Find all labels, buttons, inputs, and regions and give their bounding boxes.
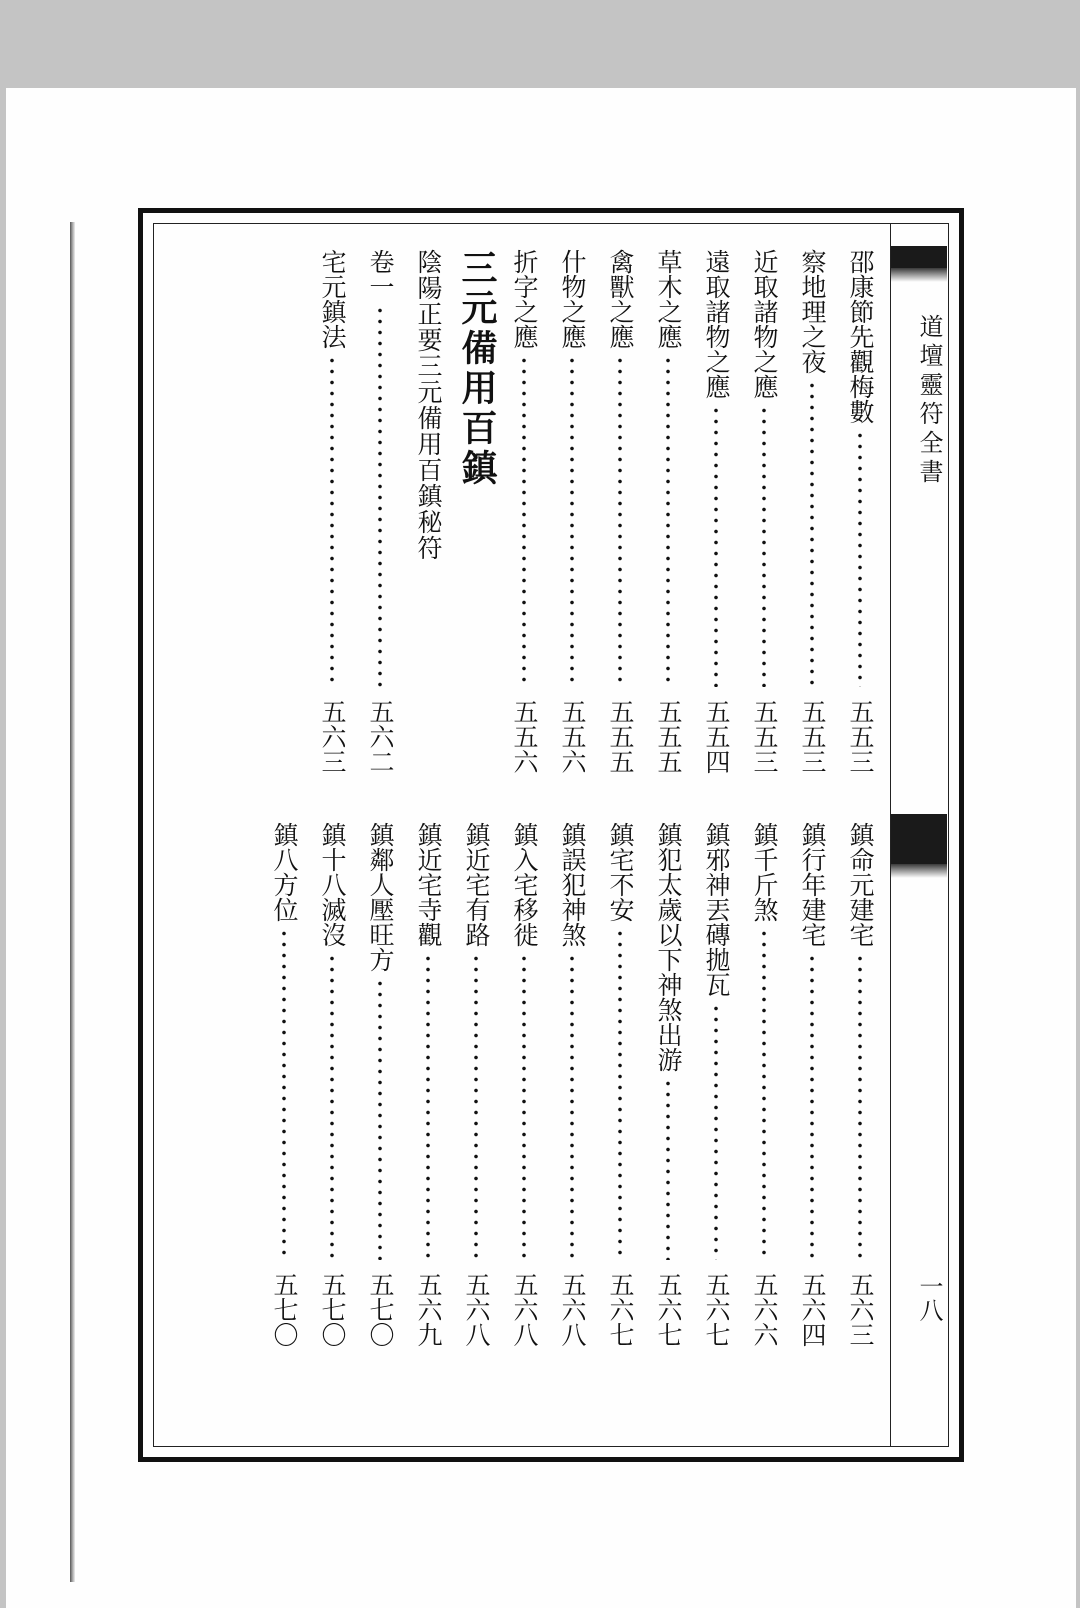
toc-entry: [644, 822, 692, 1347]
toc-entry-title: 什物之應: [558, 249, 587, 349]
toc-entry: [692, 249, 740, 774]
toc-entry-title: 鎮犯太歲以下神煞出游: [654, 822, 683, 1072]
toc-entry-title: 鎮八方位: [270, 822, 299, 922]
toc-entry-page: 五六六: [750, 1272, 779, 1347]
fishtail-mark-middle: [891, 814, 947, 864]
toc-entry-title: 鎮命元建宅: [846, 822, 875, 947]
toc-entry-page: 五五三: [798, 699, 827, 774]
dot-leader: [308, 953, 356, 1260]
toc-entry: [788, 822, 836, 1347]
binding-edge: [70, 222, 75, 1582]
toc-entry: [260, 822, 308, 1347]
toc-entry: [788, 249, 836, 774]
toc-entry-title: 鎮邪神丟磚拋瓦: [702, 822, 731, 997]
toc-entry-page: 五六八: [462, 1272, 491, 1347]
toc-entry-title: 遠取諸物之應: [702, 249, 731, 399]
dot-leader: [644, 355, 692, 687]
page-margin-column: [890, 224, 947, 1446]
page-number: 一八: [915, 1274, 943, 1322]
toc-entry-title: 邵康節先觀梅數: [846, 249, 875, 424]
section-subtitle: 陰陽正要三元備用百鎮秘符: [414, 249, 443, 561]
toc-entry: [548, 822, 596, 1347]
toc-entry-page: 五五四: [702, 699, 731, 774]
dot-leader: [308, 355, 356, 687]
dot-leader: [788, 953, 836, 1260]
dot-leader: [548, 355, 596, 687]
dot-leader: [692, 405, 740, 687]
toc-entry: [500, 822, 548, 1347]
dot-leader: [356, 978, 404, 1260]
toc-entry-page: 五五六: [558, 699, 587, 774]
toc-entry-title: 禽獸之應: [606, 249, 635, 349]
dot-leader: [356, 305, 404, 687]
toc-entry: [596, 249, 644, 774]
dot-leader: [260, 928, 308, 1260]
toc-entry-title: 鎮誤犯神煞: [558, 822, 587, 947]
toc-entry-page: 五五六: [510, 699, 539, 774]
toc-entry: [740, 249, 788, 774]
toc-entry: [404, 822, 452, 1347]
toc-entry-page: 五六九: [414, 1272, 443, 1347]
toc-entry-page: 五六七: [606, 1272, 635, 1347]
toc-entry: [356, 822, 404, 1347]
dot-leader: [788, 380, 836, 687]
toc-entry-title: 折字之應: [510, 249, 539, 349]
toc-entry: [308, 822, 356, 1347]
toc-entry-page: 五六八: [510, 1272, 539, 1347]
toc-entry-page: 五六七: [654, 1272, 683, 1347]
dot-leader: [740, 928, 788, 1260]
toc-entry: [596, 822, 644, 1347]
toc-entry-title: 宅元鎮法: [318, 249, 347, 349]
inner-frame: [153, 223, 949, 1447]
fishtail-mark-top: [891, 246, 947, 268]
toc-entry-page: 五六三: [846, 1272, 875, 1347]
toc-entry-title: 鎮宅不安: [606, 822, 635, 922]
toc-entry-page: 五六八: [558, 1272, 587, 1347]
toc-entry-page: 五七〇: [270, 1272, 299, 1347]
dot-leader: [500, 953, 548, 1260]
toc-entry-page: 五五三: [846, 699, 875, 774]
toc-entry-title: 鎮近宅寺觀: [414, 822, 443, 947]
toc-entry-title: 草木之應: [654, 249, 683, 349]
dot-leader: [596, 928, 644, 1260]
toc-entry: [548, 249, 596, 774]
toc-entry-title: 鎮近宅有路: [462, 822, 491, 947]
section-heading: 三元備用百鎮: [456, 249, 497, 489]
toc-entry: [356, 249, 404, 774]
dot-leader: [404, 953, 452, 1260]
dot-leader: [836, 953, 884, 1260]
lower-toc: [260, 822, 884, 1347]
toc-entry-title: 察地理之夜: [798, 249, 827, 374]
dot-leader: [836, 430, 884, 687]
toc-entry-page: 五六二: [366, 699, 395, 774]
toc-entry: [740, 822, 788, 1347]
toc-entry: [836, 822, 884, 1347]
toc-entry: [692, 822, 740, 1347]
toc-entry-page: 五六四: [798, 1272, 827, 1347]
toc-entry: [452, 822, 500, 1347]
book-title: 道壇靈符全書: [915, 314, 943, 488]
toc-entry-title: 近取諸物之應: [750, 249, 779, 399]
dot-leader: [500, 355, 548, 687]
toc-entry-page: 五七〇: [318, 1272, 347, 1347]
dot-leader: [596, 355, 644, 687]
toc-entry-page: 五六三: [318, 699, 347, 774]
toc-entry-title: 鎮行年建宅: [798, 822, 827, 947]
toc-entry-title: 鎮千斤煞: [750, 822, 779, 922]
toc-entry-page: 五五五: [654, 699, 683, 774]
toc-entry: [500, 249, 548, 774]
toc-entry-page: 五六七: [702, 1272, 731, 1347]
toc-entry-page: 五七〇: [366, 1272, 395, 1347]
toc-entry-title: 卷一: [366, 249, 395, 299]
toc-entry-page: 五五三: [750, 699, 779, 774]
dot-leader: [644, 1078, 692, 1260]
dot-leader: [740, 405, 788, 687]
toc-entry-title: 鎮鄰人壓旺方: [366, 822, 395, 972]
dot-leader: [692, 1003, 740, 1260]
toc-entry-title: 鎮十八滅沒: [318, 822, 347, 947]
toc-entry-page: 五五五: [606, 699, 635, 774]
toc-entry: [644, 249, 692, 774]
toc-entry-title: 鎮入宅移徙: [510, 822, 539, 947]
dot-leader: [548, 953, 596, 1260]
upper-toc: [308, 249, 884, 774]
dot-leader: [452, 953, 500, 1260]
toc-entry: [308, 249, 356, 774]
toc-entry: [836, 249, 884, 774]
page-frame: [138, 208, 964, 1462]
